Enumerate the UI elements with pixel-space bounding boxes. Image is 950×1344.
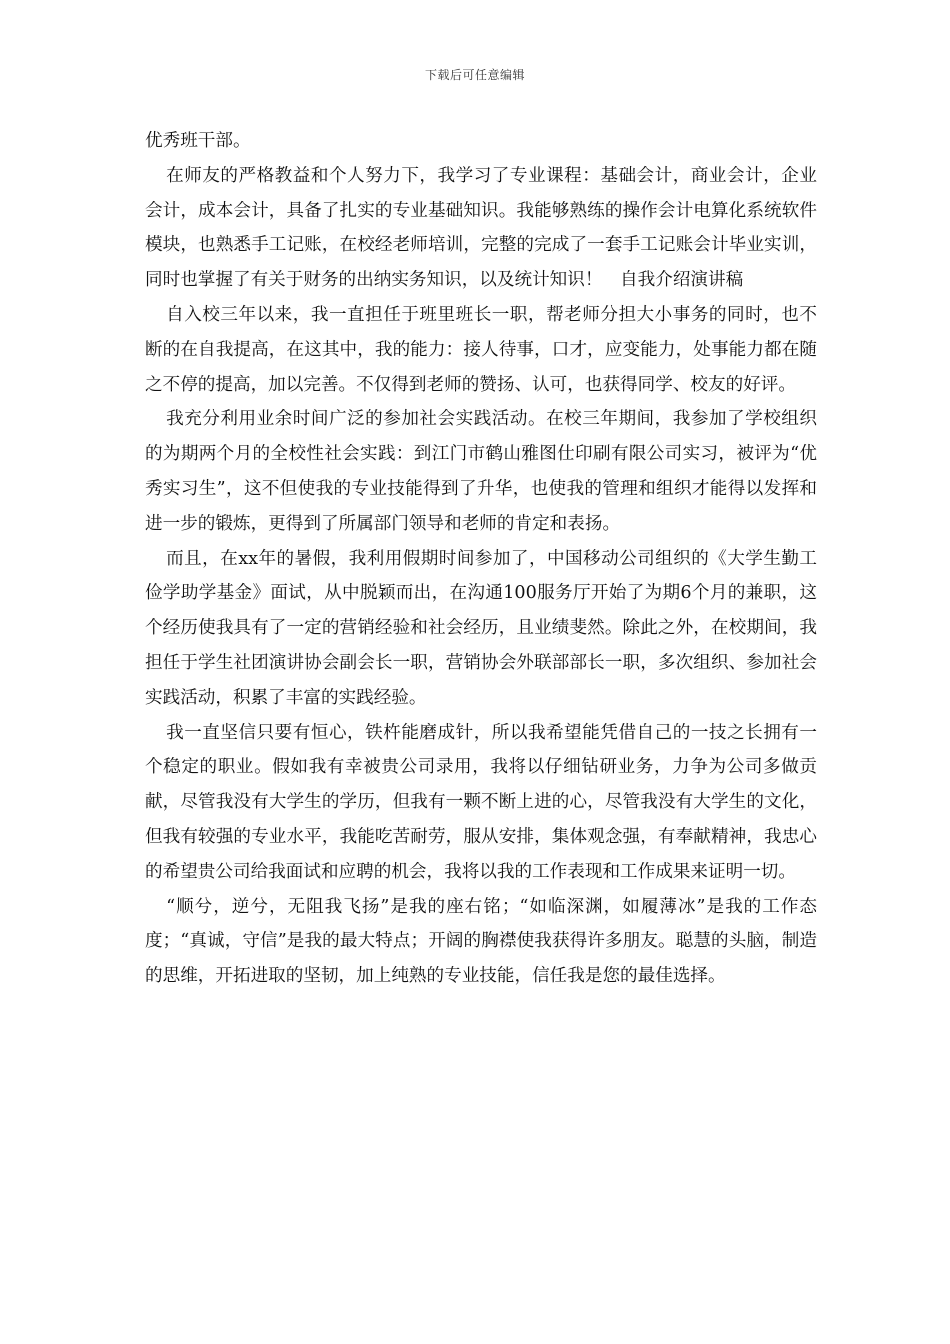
page-header: 下载后可任意编辑 (424, 68, 525, 82)
paragraph-7: “顺兮，逆兮，无阻我飞扬”是我的座右铭；“如临深渊，如履薄冰”是我的工作态度；“真诚，守信”是我的最大特点；开阔的胸襟使我获得许多朋友。聪慧的头脑，制造的思维，开拓进取的坚韧，加上纯熟的专业技能，信任我是您的最佳选择。 (145, 896, 817, 987)
paragraph-6: 我一直坚信只要有恒心，铁杵能磨成针，所以我希望能凭借自己的一技之长拥有一个稳定的职业。假如我有幸被贵公司录用，我将以仔细钻研业务，力争为公司多做贡献，尽管我没有大学生的学历，但我有一颗不断上进的心，尽管我没有大学生的文化，但我有较强的专业水平，我能吃苦耐劳，服从安排，集体观念强，有奉献精神，我忠心的希望贵公司给我面试和应聘的机会，我将以我的工作表现和工作成果来证明一切。 (145, 722, 817, 882)
paragraph-1: 优秀班干部。 (145, 131, 251, 151)
paragraph-3: 自入校三年以来，我一直担任于班里班长一职，帮老师分担大小事务的同时，也不断的在自我提高，在这其中，我的能力：接人待事，口才，应变能力，处事能力都在随之不停的提高，加以完善。不仅得到老师的赞扬、认可，也获得同学、校友的好评。 (145, 304, 817, 395)
paragraph-2: 在师友的严格教益和个人努力下，我学习了专业课程：基础会计，商业会计，企业会计，成本会计，具备了扎实的专业基础知识。我能够熟练的操作会计电算化系统软件模块，也熟悉手工记账，在校经老师培训，完整的完成了一套手工记账会计毕业实训，同时也掌握了有关于财务的出纳实务知识，以及统计知识！ 自我介绍演讲稿 (145, 165, 817, 291)
paragraph-5: 而且，在xx年的暑假，我利用假期时间参加了，中国移动公司组织的《大学生勤工俭学助学基金》面试，从中脱颖而出，在沟通100服务厅开始了为期6个月的兼职，这个经历使我具有了一定的营销经验和社会经历，且业绩斐然。除此之外，在校期间，我担任于学生社团演讲协会副会长一职，营销协会外联部部长一职，多次组织、参加社会实践活动，积累了丰富的实践经验。 (145, 548, 817, 708)
paragraph-4: 我充分利用业余时间广泛的参加社会实践活动。在校三年期间，我参加了学校组织的为期两个月的全校性社会实践：到江门市鹤山雅图仕印刷有限公司实习，被评为“优秀实习生”，这不但使我的专业技能得到了升华，也使我的管理和组织才能得以发挥和进一步的锻炼，更得到了所属部门领导和老师的肯定和表扬。 (145, 409, 817, 534)
document-body (145, 124, 817, 994)
